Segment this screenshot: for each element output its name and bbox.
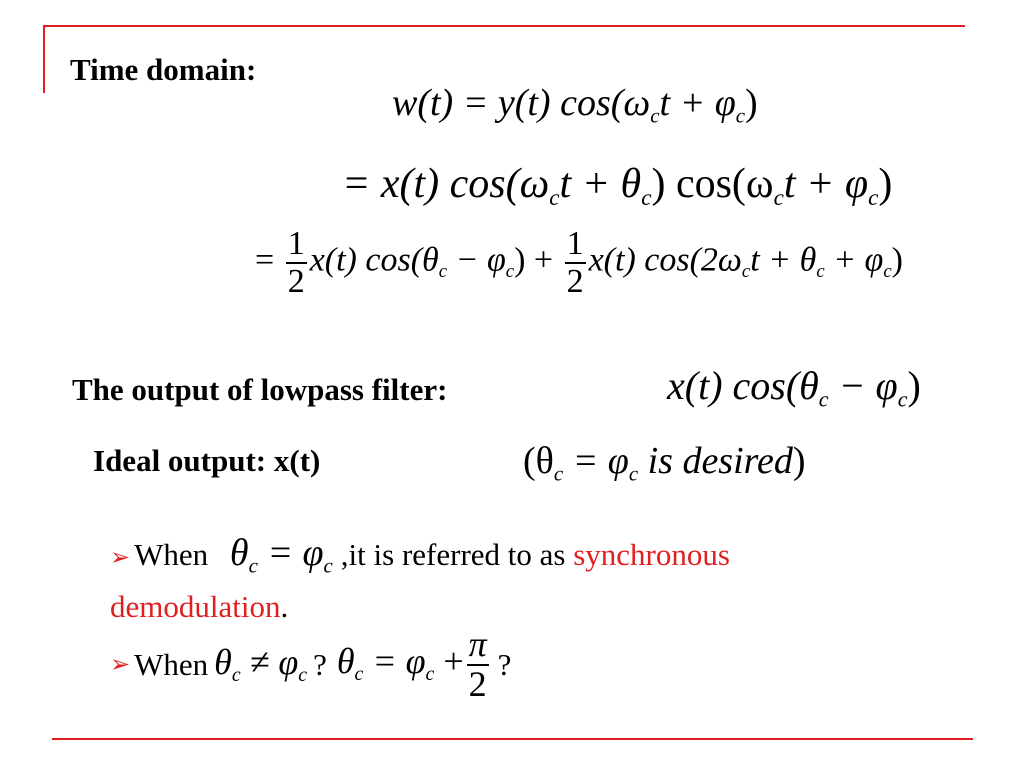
fraction-half-1: $\frac{1}{2}$ (287, 225, 305, 300)
bullet-2-equation-1: $\theta_c \ne \varphi_c$ (214, 641, 308, 686)
bullet-arrow-icon: ➢ (110, 652, 131, 679)
bullet-2: ➢ When $\theta_c \ne \varphi_c$ ? $\theta_c = \varphi_c$ + $\frac{\pi}{2}$ ? (110, 624, 512, 704)
lowpass-label: The output of lowpass filter: (72, 372, 448, 407)
heading-time-domain: Time domain: (70, 52, 257, 87)
equation-1: w(t) = y(t) $\cos(\omega_ct + \varphi_c)$ (392, 82, 758, 128)
top-rule (44, 25, 965, 27)
left-rule (43, 25, 45, 93)
bullet-2-equation-2: $\theta_c = \varphi_c$ + $\frac{\pi}{2}$ (336, 624, 487, 704)
equation-2: = x(t) $\cos(\omega_ct + \theta_c) \cos(\omega_ct + \varphi_c)$ (342, 161, 893, 211)
ideal-output-label: Ideal output: x(t) (93, 443, 321, 478)
bullet-1-equation: $\theta_c = \varphi_c$ (229, 532, 333, 578)
bullet-1-line-1: ➢ When $\theta_c = \varphi_c$ ,it is referred to as synchronous (110, 532, 730, 578)
bullet-1-line-2: demodulation. (110, 589, 289, 624)
equation-4: x(t) $\cos(\theta_c - \varphi_c)$ (667, 363, 921, 412)
bullet-arrow-icon: ➢ (110, 545, 131, 571)
equation-3: = $\frac{1}{2}$ x(t) $\cos(\theta_c - \varphi_c)$ + $\frac{1}{2}$ x(t) $\cos(2\omega_ct + \theta_c + \varphi_c)$ (255, 225, 903, 300)
eq1-lhs: w(t) = y(t) cos(ω (392, 82, 651, 124)
bottom-rule (52, 738, 973, 740)
fraction-half-2: $\frac{1}{2}$ (566, 225, 584, 300)
fraction-pi-over-2: $\frac{\pi}{2}$ (468, 624, 487, 704)
equation-5: ($\theta_c = \varphi_c$ is desired) (523, 440, 806, 486)
